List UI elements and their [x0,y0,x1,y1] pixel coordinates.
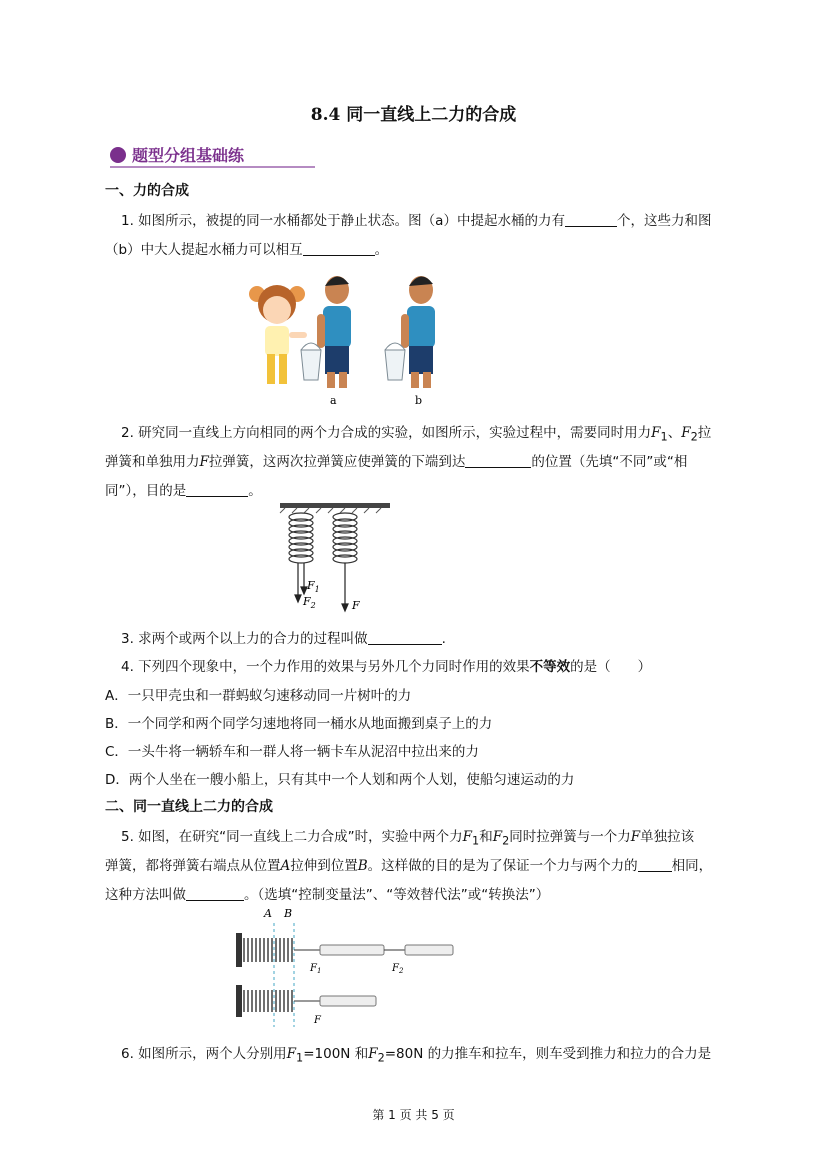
svg-text:F1: $F_1$ [307,579,320,594]
answer-blank[interactable] [638,857,672,872]
option-d[interactable]: D．两个人坐在一艘小船上，只有其中一个人划和两个人划，使船匀速运动的力 [105,772,575,788]
answer-blank[interactable] [368,630,442,645]
section-heading-1: 一、力的合成 [105,183,189,199]
figure-springs [275,503,395,615]
svg-text:F1: $F_1$ [310,963,322,975]
answer-blank[interactable] [303,241,375,256]
section-banner [110,143,244,166]
figure-label-b: b [415,394,423,407]
svg-text:F2: $F_2$ [303,595,316,610]
svg-text:A: A [264,907,272,920]
question-4-stem: 4. 下列四个现象中，一个力作用的效果与另外几个力同时作用的效果不等效的是（ ） [121,659,652,675]
svg-text:F: F [314,1015,321,1026]
svg-text:F2: $F_2$ [392,963,404,975]
adult-a-illustration [317,276,351,388]
spring-top [244,938,292,962]
figure-spring-scales [230,905,470,1030]
banner-underline [110,166,315,168]
bullet-icon [110,147,126,163]
girl-illustration [249,285,307,384]
option-c[interactable]: C．一头牛将一辆轿车和一群人将一辆卡车从泥沼中拉出来的力 [105,744,479,760]
page-footer: 第 1 页 共 5 页 [372,1108,455,1122]
figure-label-a: a [330,394,337,407]
spring-bottom [244,990,292,1012]
spring-right [333,513,357,563]
option-b[interactable]: B．一个同学和两个同学匀速地将同一桶水从地面搬到桌子上的力 [105,716,493,732]
question-2-line-1: 2. 研究同一直线上方向相同的两个力合成的实验，如图所示，实验过程中，需要同时用力$F_1$、$F_2$拉 [121,425,712,444]
question-2-line-2: 弹簧和单独用力F拉弹簧，这两次拉弹簧应使弹簧的下端到达 的位置（先填“不同”或“相 [105,454,688,470]
question-5-line-3: 这种方法叫做 。（选填“控制变量法”、“等效替代法”或“转换法”） [105,887,550,903]
spring-left [289,513,313,563]
figure-bucket-lifting [245,262,445,412]
section-heading-2: 二、同一直线上二力的合成 [105,799,273,815]
answer-blank[interactable] [186,482,248,497]
question-6: 6. 如图所示，两个人分别用$F_1=100N$ 和$F_2=80N$ 的力推车和拉车，则车受到推力和拉力的合力是 [121,1046,712,1065]
question-5-line-2: 弹簧，都将弹簧右端点从位置A拉伸到位置B。这样做的目的是为了保证一个力与两个力的 相同， [105,858,713,874]
question-1-line-2: （b）中大人提起水桶力可以相互 。 [105,242,389,258]
answer-blank[interactable] [186,886,244,901]
bucket-a [301,343,321,380]
svg-text:F: F [352,599,360,612]
bucket-b [385,343,405,380]
page-title: 8.4 同一直线上二力的合成 [310,105,517,125]
svg-text:B: B [284,907,293,920]
question-5-line-1: 5. 如图，在研究“同一直线上二力合成”时，实验中两个力$F_1$和$F_2$同时拉弹簧与一个力F单独拉该 [121,829,695,848]
adult-b-illustration [401,276,435,388]
option-a[interactable]: A．一只甲壳虫和一群蚂蚁匀速移动同一片树叶的力 [105,688,412,704]
question-2-line-3: 同”），目的是 。 [105,483,262,499]
question-3: 3. 求两个或两个以上力的合力的过程叫做 . [121,631,446,647]
answer-blank[interactable] [465,453,531,468]
answer-blank[interactable] [565,212,617,227]
banner-label: 题型分组基础练 [132,146,245,165]
question-1-line-1: 1. 如图所示，被提的同一水桶都处于静止状态。图（a）中提起水桶的力有 个，这些力和图 [121,213,712,229]
